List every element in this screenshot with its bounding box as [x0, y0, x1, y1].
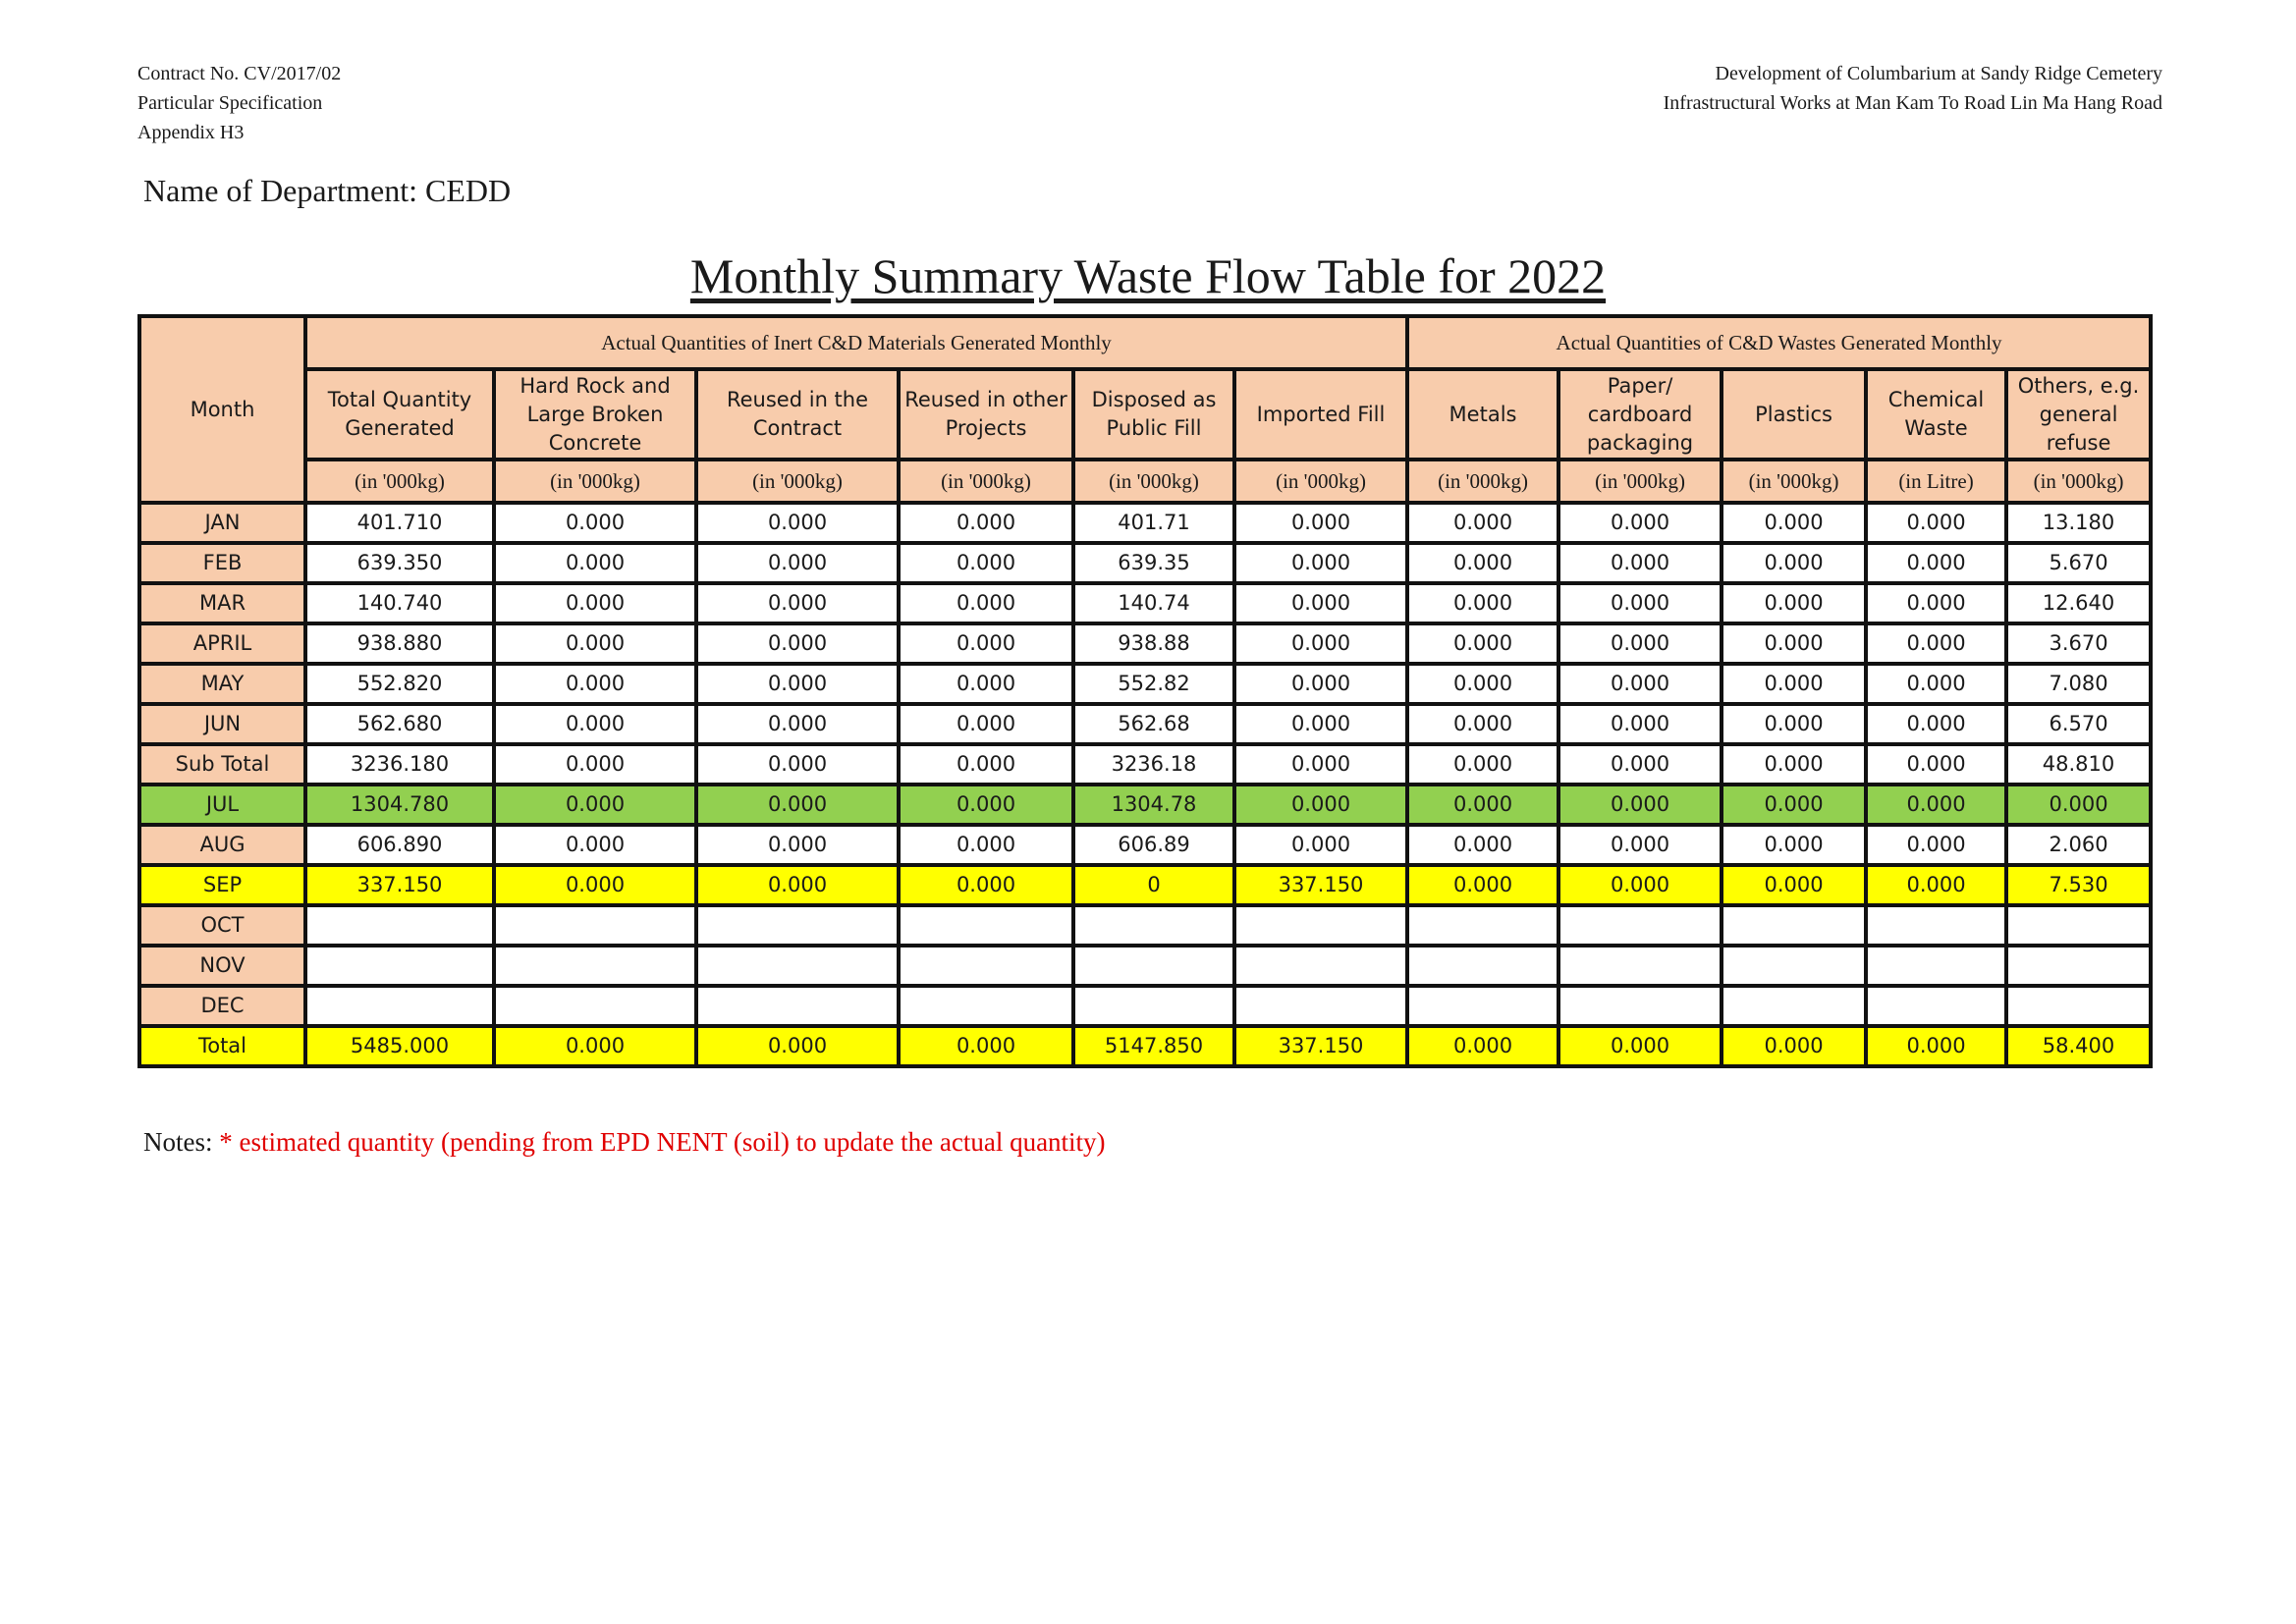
table-row: [139, 744, 2151, 785]
value-cell: 0.000: [1407, 583, 1558, 623]
value-cell: 0.000: [494, 865, 696, 905]
value-cell: 7.080: [2006, 664, 2151, 704]
column-header: Imported Fill: [1234, 369, 1407, 460]
value-cell: 0.000: [494, 825, 696, 865]
value-cell: 0.000: [696, 704, 899, 744]
value-cell: [1234, 946, 1407, 986]
table-row: [139, 543, 2151, 583]
value-cell: 0.000: [494, 623, 696, 664]
month-cell: Total: [139, 1026, 305, 1066]
value-cell: 0.000: [1234, 704, 1407, 744]
value-cell: 0.000: [1722, 583, 1866, 623]
table-body: [139, 503, 2151, 1066]
value-cell: [1234, 986, 1407, 1026]
value-cell: 337.150: [1234, 1026, 1407, 1066]
unit-header-row: [139, 460, 2151, 503]
value-cell: 0.000: [494, 664, 696, 704]
value-cell: 0.000: [1407, 825, 1558, 865]
value-cell: 401.71: [1073, 503, 1234, 543]
value-cell: 1304.78: [1073, 785, 1234, 825]
column-unit: (in '000kg): [1073, 460, 1234, 503]
value-cell: [899, 986, 1073, 1026]
month-cell: NOV: [139, 946, 305, 986]
value-cell: 0.000: [1234, 785, 1407, 825]
value-cell: 0.000: [1558, 704, 1722, 744]
value-cell: 0.000: [899, 825, 1073, 865]
value-cell: [1558, 986, 1722, 1026]
value-cell: 0.000: [1234, 744, 1407, 785]
month-cell: JUN: [139, 704, 305, 744]
value-cell: [305, 905, 494, 946]
page-title: Monthly Summary Waste Flow Table for 2022: [689, 248, 1607, 303]
value-cell: 0.000: [1234, 543, 1407, 583]
month-cell: JAN: [139, 503, 305, 543]
value-cell: 0.000: [696, 1026, 899, 1066]
month-header: Month: [139, 316, 305, 503]
value-cell: 0.000: [696, 543, 899, 583]
value-cell: [494, 905, 696, 946]
value-cell: 0.000: [1722, 1026, 1866, 1066]
month-cell: SEP: [139, 865, 305, 905]
value-cell: 0.000: [1866, 503, 2006, 543]
value-cell: [305, 946, 494, 986]
value-cell: 0.000: [696, 785, 899, 825]
column-unit: (in '000kg): [1234, 460, 1407, 503]
value-cell: 0.000: [1558, 785, 1722, 825]
value-cell: 562.68: [1073, 704, 1234, 744]
value-cell: 0.000: [899, 583, 1073, 623]
column-header: Disposed as Public Fill: [1073, 369, 1234, 460]
value-cell: 0.000: [1722, 543, 1866, 583]
value-cell: 0.000: [494, 704, 696, 744]
value-cell: 0.000: [899, 503, 1073, 543]
table-row: [139, 986, 2151, 1026]
column-unit: (in '000kg): [696, 460, 899, 503]
value-cell: 0.000: [1866, 664, 2006, 704]
value-cell: [1866, 986, 2006, 1026]
value-cell: 0.000: [1234, 623, 1407, 664]
value-cell: 0.000: [1722, 744, 1866, 785]
month-cell: JUL: [139, 785, 305, 825]
value-cell: 0.000: [1866, 583, 2006, 623]
notes-text: * estimated quantity (pending from EPD NENT (soil) to update the actual quantity): [219, 1127, 1106, 1157]
value-cell: 0.000: [1407, 1026, 1558, 1066]
value-cell: [1558, 905, 1722, 946]
value-cell: 0: [1073, 865, 1234, 905]
value-cell: [1407, 905, 1558, 946]
value-cell: 0.000: [1407, 623, 1558, 664]
value-cell: [1722, 946, 1866, 986]
value-cell: 337.150: [305, 865, 494, 905]
value-cell: 0.000: [899, 664, 1073, 704]
value-cell: 337.150: [1234, 865, 1407, 905]
value-cell: [494, 946, 696, 986]
value-cell: 0.000: [1866, 704, 2006, 744]
month-cell: APRIL: [139, 623, 305, 664]
value-cell: 0.000: [494, 503, 696, 543]
value-cell: 0.000: [1722, 503, 1866, 543]
value-cell: 0.000: [1722, 785, 1866, 825]
value-cell: 0.000: [1866, 865, 2006, 905]
column-unit: (in '000kg): [1558, 460, 1722, 503]
value-cell: 0.000: [696, 623, 899, 664]
value-cell: [1866, 946, 2006, 986]
month-cell: OCT: [139, 905, 305, 946]
value-cell: 0.000: [696, 583, 899, 623]
department-name: Name of Department: CEDD: [143, 173, 512, 208]
table-row: [139, 785, 2151, 825]
value-cell: 0.000: [1407, 865, 1558, 905]
value-cell: 7.530: [2006, 865, 2151, 905]
value-cell: 938.88: [1073, 623, 1234, 664]
value-cell: 0.000: [1558, 825, 1722, 865]
column-header: Reused in the Contract: [696, 369, 899, 460]
column-header: Plastics: [1722, 369, 1866, 460]
value-cell: 0.000: [696, 664, 899, 704]
value-cell: 0.000: [1722, 623, 1866, 664]
project-name-line-2: Infrastructural Works at Man Kam To Road Lin Ma Hang Road: [1663, 92, 2162, 114]
value-cell: [696, 946, 899, 986]
value-cell: 0.000: [696, 503, 899, 543]
value-cell: [899, 946, 1073, 986]
value-cell: [1073, 946, 1234, 986]
value-cell: 0.000: [899, 543, 1073, 583]
value-cell: 552.82: [1073, 664, 1234, 704]
value-cell: 0.000: [494, 583, 696, 623]
value-cell: [899, 905, 1073, 946]
value-cell: 6.570: [2006, 704, 2151, 744]
table-row: [139, 503, 2151, 543]
header-right: [1664, 59, 2162, 118]
value-cell: 140.740: [305, 583, 494, 623]
value-cell: 0.000: [899, 785, 1073, 825]
value-cell: 3236.18: [1073, 744, 1234, 785]
column-unit: (in '000kg): [2006, 460, 2151, 503]
value-cell: 140.74: [1073, 583, 1234, 623]
value-cell: 0.000: [1722, 825, 1866, 865]
value-cell: 0.000: [1407, 744, 1558, 785]
column-header: Metals: [1407, 369, 1558, 460]
value-cell: 0.000: [1866, 825, 2006, 865]
value-cell: 0.000: [1558, 1026, 1722, 1066]
table-row: [139, 865, 2151, 905]
value-cell: [696, 905, 899, 946]
column-unit: (in '000kg): [1722, 460, 1866, 503]
value-cell: 0.000: [1407, 785, 1558, 825]
month-cell: Sub Total: [139, 744, 305, 785]
value-cell: [1866, 905, 2006, 946]
waste-flow-table: [137, 314, 2153, 1068]
value-cell: 0.000: [494, 1026, 696, 1066]
value-cell: 938.880: [305, 623, 494, 664]
value-cell: 0.000: [1558, 865, 1722, 905]
contract-number: Contract No. CV/2017/02: [137, 63, 342, 84]
table-row: [139, 704, 2151, 744]
value-cell: 0.000: [899, 1026, 1073, 1066]
value-cell: 5.670: [2006, 543, 2151, 583]
value-cell: [2006, 986, 2151, 1026]
value-cell: 0.000: [1407, 543, 1558, 583]
column-header: Others, e.g. general refuse: [2006, 369, 2151, 460]
value-cell: 606.890: [305, 825, 494, 865]
value-cell: 13.180: [2006, 503, 2151, 543]
table-row: [139, 825, 2151, 865]
value-cell: 0.000: [1722, 865, 1866, 905]
value-cell: [1407, 946, 1558, 986]
value-cell: 0.000: [1558, 503, 1722, 543]
value-cell: 0.000: [899, 623, 1073, 664]
inert-materials-group-header: Actual Quantities of Inert C&D Materials Generated Monthly: [305, 316, 1407, 369]
month-cell: DEC: [139, 986, 305, 1026]
month-cell: AUG: [139, 825, 305, 865]
value-cell: 0.000: [696, 825, 899, 865]
column-unit: (in '000kg): [899, 460, 1073, 503]
month-cell: FEB: [139, 543, 305, 583]
value-cell: 0.000: [1234, 825, 1407, 865]
value-cell: 0.000: [1558, 744, 1722, 785]
value-cell: 0.000: [1558, 623, 1722, 664]
value-cell: 0.000: [1866, 1026, 2006, 1066]
value-cell: 0.000: [1866, 623, 2006, 664]
value-cell: 0.000: [2006, 785, 2151, 825]
value-cell: 0.000: [1407, 664, 1558, 704]
value-cell: 3.670: [2006, 623, 2151, 664]
table-row: [139, 905, 2151, 946]
column-header: Chemical Waste: [1866, 369, 2006, 460]
value-cell: [1722, 905, 1866, 946]
table-row: [139, 583, 2151, 623]
column-header: Hard Rock and Large Broken Concrete: [494, 369, 696, 460]
column-header: Reused in other Projects: [899, 369, 1073, 460]
value-cell: 0.000: [1866, 744, 2006, 785]
value-cell: [305, 986, 494, 1026]
value-cell: 0.000: [494, 543, 696, 583]
value-cell: 0.000: [1558, 583, 1722, 623]
value-cell: 639.35: [1073, 543, 1234, 583]
value-cell: [1073, 986, 1234, 1026]
notes-label: Notes:: [143, 1127, 213, 1157]
value-cell: 0.000: [1558, 543, 1722, 583]
value-cell: 401.710: [305, 503, 494, 543]
value-cell: [2006, 905, 2151, 946]
month-cell: MAY: [139, 664, 305, 704]
value-cell: 0.000: [1558, 664, 1722, 704]
table-row: [139, 664, 2151, 704]
value-cell: 606.89: [1073, 825, 1234, 865]
value-cell: [696, 986, 899, 1026]
value-cell: 3236.180: [305, 744, 494, 785]
value-cell: 58.400: [2006, 1026, 2151, 1066]
value-cell: 0.000: [1722, 664, 1866, 704]
table-row: [139, 623, 2151, 664]
month-cell: MAR: [139, 583, 305, 623]
value-cell: 0.000: [1866, 785, 2006, 825]
value-cell: 0.000: [696, 744, 899, 785]
value-cell: 0.000: [899, 744, 1073, 785]
value-cell: 0.000: [494, 744, 696, 785]
value-cell: 0.000: [1234, 664, 1407, 704]
value-cell: 0.000: [1722, 704, 1866, 744]
value-cell: [1234, 905, 1407, 946]
value-cell: 552.820: [305, 664, 494, 704]
value-cell: 562.680: [305, 704, 494, 744]
table-row: [139, 1026, 2151, 1066]
value-cell: 0.000: [1866, 543, 2006, 583]
column-header: Total Quantity Generated: [305, 369, 494, 460]
cd-wastes-group-header: Actual Quantities of C&D Wastes Generated Monthly: [1407, 316, 2151, 369]
value-cell: 639.350: [305, 543, 494, 583]
value-cell: 0.000: [1234, 503, 1407, 543]
notes: [143, 1127, 1106, 1158]
column-unit: (in Litre): [1866, 460, 2006, 503]
value-cell: 48.810: [2006, 744, 2151, 785]
value-cell: 0.000: [494, 785, 696, 825]
column-unit: (in '000kg): [305, 460, 494, 503]
value-cell: [1722, 986, 1866, 1026]
appendix-label: Appendix H3: [137, 122, 245, 143]
value-cell: [1073, 905, 1234, 946]
value-cell: [2006, 946, 2151, 986]
particular-specification: Particular Specification: [137, 92, 323, 114]
value-cell: [1558, 946, 1722, 986]
value-cell: 0.000: [1234, 583, 1407, 623]
column-header-row: [139, 369, 2151, 460]
column-header: Paper/ cardboard packaging: [1558, 369, 1722, 460]
project-name-line-1: Development of Columbarium at Sandy Ridge Cemetery: [1715, 63, 2162, 84]
table-row: [139, 946, 2151, 986]
value-cell: 5485.000: [305, 1026, 494, 1066]
column-unit: (in '000kg): [1407, 460, 1558, 503]
value-cell: 0.000: [1407, 503, 1558, 543]
header-left: [137, 59, 341, 147]
value-cell: [494, 986, 696, 1026]
value-cell: 0.000: [899, 704, 1073, 744]
value-cell: [1407, 986, 1558, 1026]
column-unit: (in '000kg): [494, 460, 696, 503]
value-cell: 0.000: [696, 865, 899, 905]
value-cell: 1304.780: [305, 785, 494, 825]
value-cell: 0.000: [899, 865, 1073, 905]
value-cell: 5147.850: [1073, 1026, 1234, 1066]
value-cell: 2.060: [2006, 825, 2151, 865]
value-cell: 0.000: [1407, 704, 1558, 744]
value-cell: 12.640: [2006, 583, 2151, 623]
